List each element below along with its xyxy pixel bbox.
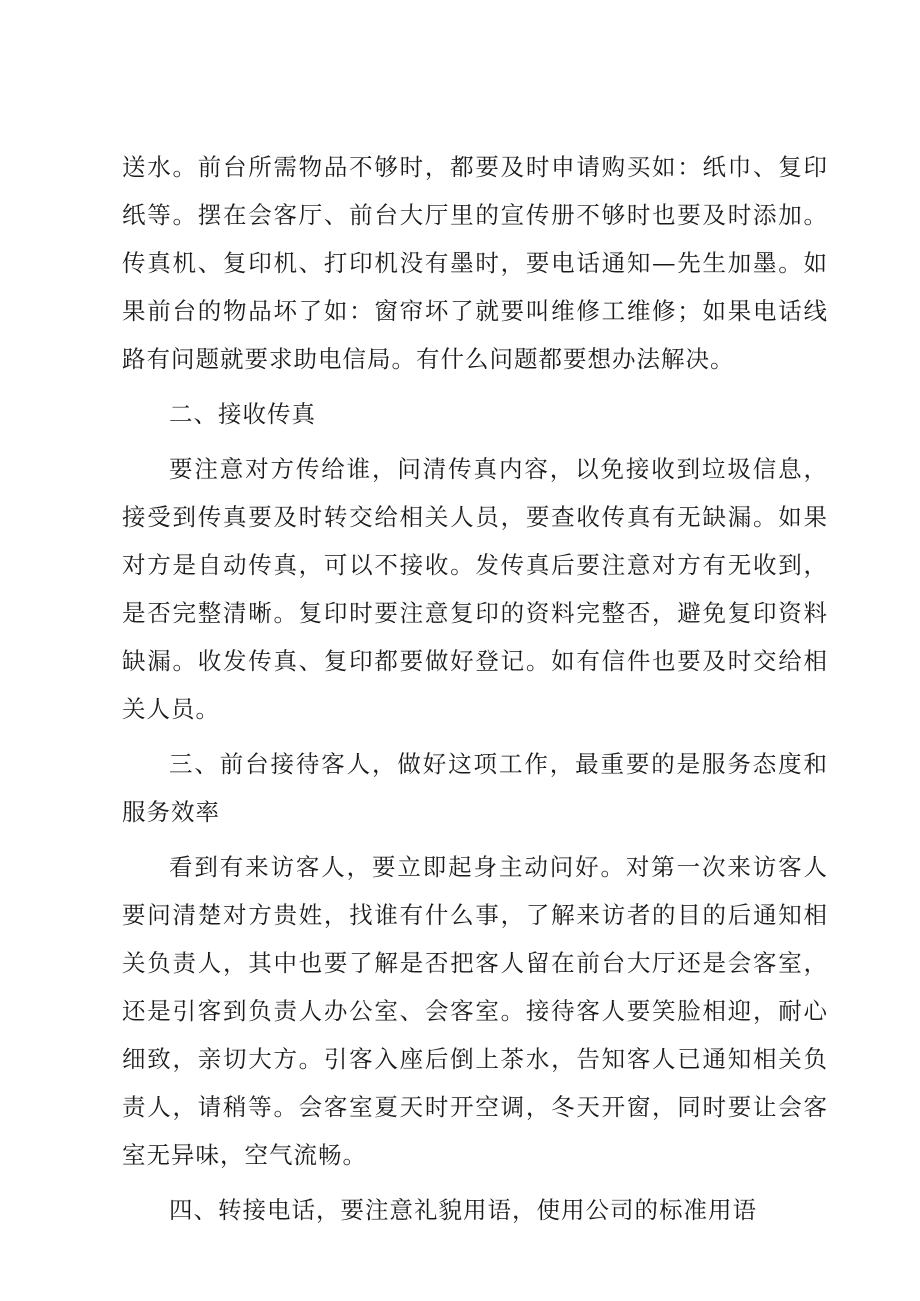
paragraph-supplies: 送水。前台所需物品不够时，都要及时申请购买如：纸巾、复印纸等。摆在会客厅、前台大厅里的宣传册不够时也要及时添加。传真机、复印机、打印机没有墨时，要电话通知—先生加墨。如果前台的物品坏了如：窗帘坏了就要叫维修工维修；如果电话线路有问题就要求助电信局。有什么问题都要想办法解决。: [122, 153, 828, 373]
document-body: [122, 143, 828, 1241]
section-heading-fax: 二、接收传真: [169, 400, 316, 428]
section-heading-phone: 四、转接电话，要注意礼貌用语，使用公司的标准用语: [169, 1196, 757, 1224]
paragraph-reception: 看到有来访客人，要立即起身主动问好。对第一次来访客人要问清楚对方贵姓，找谁有什么事，了解来访者的目的后通知相关负责人，其中也要了解是否把客人留在前台大厅还是会客室，还是引客到负责人办公室、会客室。接待客人要笑脸相迎，耐心细致，亲切大方。引客入座后倒上茶水，告知客人已通知相关负责人，请稍等。会客室夏天时开空调，冬天开窗，同时要让会客室无异味，空气流畅。: [122, 853, 828, 1169]
paragraph-fax: 要注意对方传给谁，问清传真内容，以免接收到垃圾信息，接受到传真要及时转交给相关人员，要查收传真有无缺漏。如果对方是自动传真，可以不接收。发传真后要注意对方有无收到，是否完整清晰。复印时要注意复印的资料完整否，避免复印资料缺漏。收发传真、复印都要做好登记。如有信件也要及时交给相关人员。: [122, 455, 828, 723]
section-heading-reception: 三、前台接待客人，做好这项工作，最重要的是服务态度和服务效率: [122, 750, 828, 826]
